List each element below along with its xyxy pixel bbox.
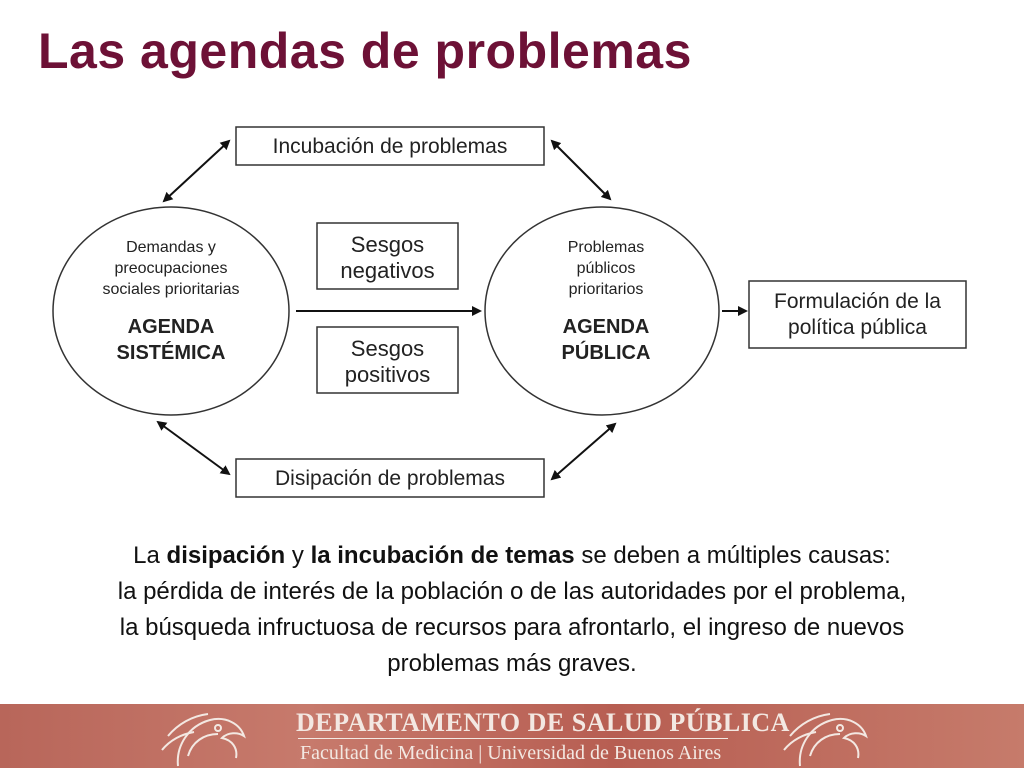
- footer-banner: [0, 704, 1024, 768]
- footer-subtitle: Facultad de Medicina | Universidad de Buenos Aires: [300, 742, 722, 764]
- disipacion-label: Disipación de problemas: [275, 467, 505, 490]
- arrow-disipacion-sistemica: [158, 422, 229, 474]
- sesgos-negativos-label: Sesgos negativos: [340, 232, 435, 283]
- formulacion-label: Formulación de la política pública: [774, 290, 941, 339]
- slide-title: Las agendas de problemas: [38, 23, 692, 79]
- incubacion-label: Incubación de problemas: [272, 135, 508, 158]
- arrow-incubacion-sistemica: [164, 141, 229, 201]
- emblem-left-icon: [148, 706, 258, 768]
- caption-text: La disipación y la incubación de temas se deben a múltiples causas: la pérdida de interés de la población o de las autoridades por el problema, la búsqueda infructuosa de recursos para afrontarlo, el ingreso de nuevos problemas más graves.: [117, 542, 907, 677]
- footer-divider: [298, 738, 728, 739]
- agenda-sistemica-text: Demandas y preocupaciones sociales prioritarias AGENDA SISTÉMICA: [102, 239, 240, 364]
- footer-title: DEPARTAMENTO DE SALUD PÚBLICA: [296, 708, 790, 737]
- sesgos-positivos-label: Sesgos positivos: [344, 336, 431, 387]
- agenda-publica-text: Problemas públicos prioritarios AGENDA PÚBLICA: [561, 239, 651, 364]
- arrow-incubacion-publica: [552, 141, 610, 199]
- arrow-disipacion-publica: [552, 424, 615, 479]
- emblem-right-icon: [770, 706, 880, 768]
